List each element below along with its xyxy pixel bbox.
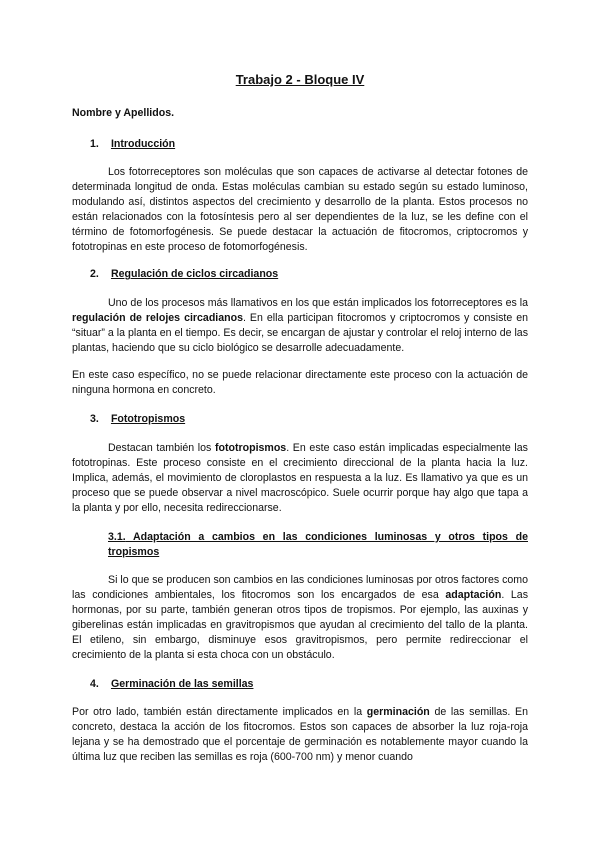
section-title: Regulación de ciclos circadianos: [110, 268, 279, 280]
section-title: Adaptación a cambios en las condiciones luminosas y otros tipos de tropismos: [108, 531, 528, 558]
paragraph-fototropismos: [72, 441, 528, 516]
text-run: . Las hormonas, por su parte, también generan otros tipos de tropismos. Por ejemplo, las auxinas y giberelinas están implicadas en gravitropismos que ayudan al crecimiento del tallo de la planta. El etileno, sin embargo, disminuye esos gravitropismos, pero permite redireccionar el crecimiento de la planta si esta choca con un obstáculo.: [72, 589, 528, 661]
paragraph-circadianos-2: En este caso específico, no se puede relacionar directamente este proceso con la actuación de ninguna hormona en concreto.: [72, 369, 528, 396]
paragraph-introduccion: Los fotorreceptores son moléculas que son capaces de activarse al detectar fotones de determinada longitud de onda. Estas moléculas cambian su estado según su estado luminoso, modulando así, distintos aspectos del crecimiento y desarrollo de la planta. Estos procesos no están relacionados con la fotosíntesis pero al ser dependientes de la luz, se les define con el término de fotomorfogénesis. Se puede destacar la actuación de fitocromos, criptocromos y fototropinas en este proceso de fotomorfogénesis.: [72, 166, 528, 253]
text-run: Si lo que se producen son cambios en las condiciones luminosas por otros factores como las condiciones ambientales, los fitocromos son los encargados de esa: [72, 574, 528, 601]
bold-term: adaptación: [445, 589, 502, 601]
section-heading-germinacion: [90, 677, 253, 692]
section-heading-introduccion: [90, 137, 175, 152]
section-heading-fototropismos: [90, 412, 185, 427]
subsection-heading-adaptacion: [108, 530, 528, 560]
text-run: de las semillas. En concreto, destaca la acción de los fitocromos. Estos son capaces de absorber la luz roja-roja lejana y se ha demostrado que el porcentaje de germinación es notablemente mayor cuando la última luz que reciben las semillas es roja (600-700 nm) y menor cuando: [72, 706, 529, 763]
section-number: 4.: [90, 678, 99, 690]
section-title: Fototropismos: [110, 413, 186, 425]
section-number: 3.: [90, 413, 99, 425]
paragraph-circadianos-1: [72, 296, 528, 356]
bold-term: fototropismos: [214, 442, 287, 454]
bold-term: regulación de relojes circadianos: [72, 312, 243, 324]
document-title: Trabajo 2 - Bloque IV: [235, 72, 365, 87]
name-label: Nombre y Apellidos.: [72, 107, 175, 119]
paragraph-germinacion: [72, 705, 528, 765]
text-run: Destacan también los: [108, 442, 215, 454]
paragraph-adaptacion: [72, 573, 528, 663]
text-run: Por otro lado, también están directamente implicados en la: [72, 706, 367, 718]
section-heading-circadianos: [90, 267, 278, 282]
bold-term: germinación: [366, 706, 430, 718]
text-run: . En ella participan fitocromos y criptocromos y consiste en “situar” a la planta en el tiempo. Es decir, se encargan de ajustar y controlar el reloj interno de las plantas, haciendo que su ciclo biológico se desarrolle adecuadamente.: [72, 312, 528, 354]
text-run: Uno de los procesos más llamativos en los que están implicados los fotorreceptores es la: [108, 297, 528, 309]
text-run: . En este caso están implicadas especialmente las fototropinas. Este proceso consiste en el crecimiento direccional de la planta hacia la luz. Implica, además, el movimiento de cloroplastos en respuesta a la luz. Es llamativo ya que es un proceso que se puede observar a nivel macroscópico. Suele ocurrir porque hay algo que tapa a la planta y por ello, necesita redireccionarse.: [72, 442, 528, 514]
section-number: 3.1.: [108, 531, 126, 543]
section-number: 1.: [90, 138, 99, 150]
section-number: 2.: [90, 268, 99, 280]
section-title: Germinación de las semillas: [110, 678, 254, 690]
section-title: Introducción: [110, 138, 176, 150]
